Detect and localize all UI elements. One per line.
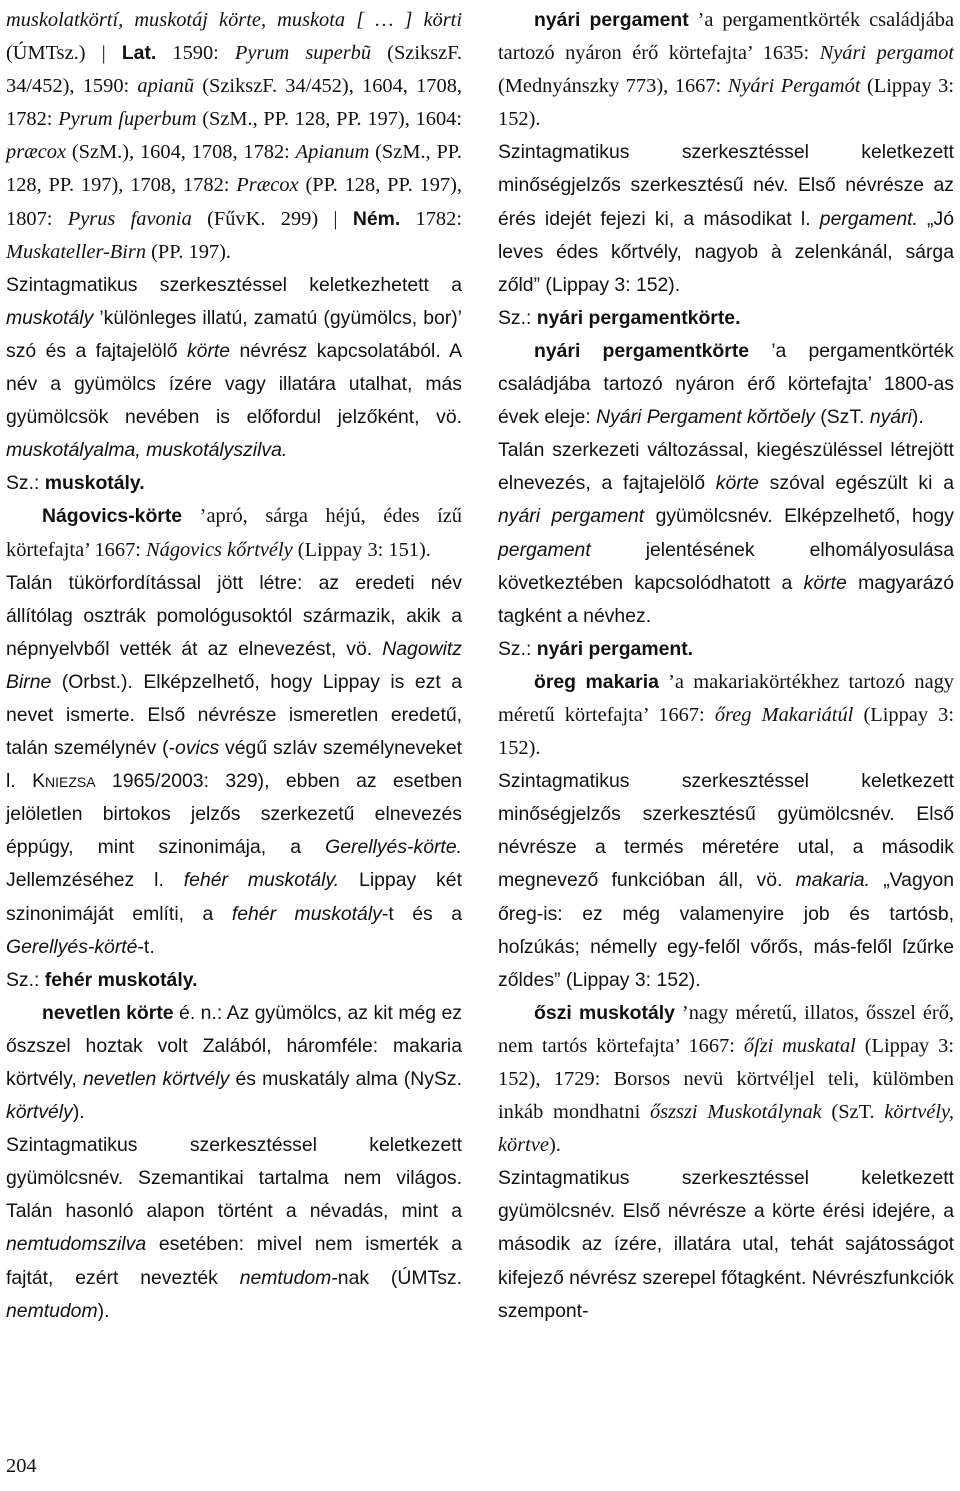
synonym-line: Sz.: fehér muskotály. [6,968,198,991]
explanation-paragraph: Szintagmatikus szerkesztéssel keletkezett minőségjelzős szerkesztésű gyümölcsnév. Első névrésze a termés méretére utal, a második megnevező funkcióban áll, vö. makaria. „Vagyon őreg-is: ez még valamenyire job és tartósb, hoſzúkás; némelly egy-felől vőrős, más-felől ſzűrke zőldes” (Lippay 3: 152). [498,770,954,991]
synonym-line: Sz.: nyári pergament. [498,637,694,660]
page-number: 204 [6,1455,37,1477]
explanation-paragraph: Szintagmatikus szerkesztéssel keletkezett gyümölcsnév. Szemantikai tartalma nem világos. Talán hasonló alapon történt a névadás, mint a nemtudomszilva esetében: mivel nem ismerték a fajtát, ezért nevezték nemtudom-nak (ÚMTsz. nemtudom). [6,1134,462,1322]
entry-oreg-makaria: öreg makaria ’a makariakörtékhez tartozó nagy méretű körtefajta’ 1667: őreg Makariátúl (Lippay 3: 152). [498,670,955,760]
explanation-paragraph: Szintagmatikus szerkesztéssel keletkezett gyümölcsnév. Első névrésze a körte érési idejére, a második az ízére, illatára utal, tehát sajátosságot kifejező névrész szerepel főtagként. Névrészfunkciók szempont- [498,1167,954,1322]
explanation-paragraph: Talán tükörfordítással jött létre: az eredeti név állítólag osztrák pomológusoktól származik, akik a népnyelvből vették át az elnevezést, vö. Nagowitz Birne (Orbst.). Elképzelhető, hogy Lippay is ezt a nevet ismerte. Első névrésze ismeretlen eredetű, talán személynév (-ovics végű szláv személyneveket l. Kniezsa 1965/2003: 329), ebben az esetben jelöletlen birtokos jelzős szerkezetű elnevezés éppúgy, mint szinonimája, a Gerellyés-körte. Jellemzéséhez l. fehér muskotály. Lippay két szinonimáját említi, a fehér muskotály-t és a Gerellyés-körté-t. [6,571,463,958]
explanation-paragraph: Szintagmatikus szerkesztéssel keletkezett minőségjelzős szerkesztésű név. Első névrésze az érés idejét fejezi ki, a másodikat l. pergament. „Jó leves édes kőrtvély, nagyob à zelenkánál, sárga zőld” (Lippay 3: 152). [498,141,954,296]
entry-nevetlen-korte: nevetlen körte é. n.: Az gyümölcs, az kit még ez őszszel hoztak volt Zalából, háromféle: makaria körtvély, nevetlen körtvély és muskatály alma (NySz. körtvély). [6,1001,462,1124]
synonym-line: Sz.: muskotály. [6,472,145,495]
synonym-line: Sz.: nyári pergamentkörte. [498,306,741,329]
headword: nyári pergamentkörte [534,339,750,362]
entry-nagovics-korte: Nágovics-körte ’apró, sárga héjú, édes ízű körtefajta’ 1667: Nágovics kőrtvély (Lippay 3: 151). [6,505,462,561]
explanation-paragraph: Talán szerkezeti változással, kiegészüléssel létrejött elnevezés, a fajtajelölő körte szóval egészült ki a nyári pergament gyümölcsnév. Elképzelhető, hogy pergament jelentésének elhomályosulása következtében kapcsolódhatott a körte magyarázó tagként a névhez. [498,439,955,627]
headword: nyári pergament [534,9,689,31]
entry-nyari-pergament: nyári pergament ’a pergamentkörték családjába tartozó nyáron érő körtefajta’ 1635: Nyári pergamot (Mednyánszky 773), 1667: Nyári Pergamót (Lippay 3: 152). [498,9,954,131]
right-column [498,4,954,1328]
headword: Nágovics-körte [42,505,183,528]
left-column [6,4,462,1328]
headword: nevetlen körte [42,1001,174,1024]
entry-oszi-muskotaly: őszi muskotály ’nagy méretű, illatos, ősszel érő, nem tartós körtefajta’ 1667: őſzi muskatal (Lippay 3: 152), 1729: Borsos nevü körtvéljel teli, külömben inkáb mondhatni őszszi Muskotálynak (SzT. körtvély, körtve). [498,1001,955,1157]
entry-nyari-pergamentkorte: nyári pergamentkörte ’a pergamentkörték családjába tartozó nyáron érő körtefajta’ 1800-as évek eleje: Nyári Pergament kŏrtŏely (SzT. nyári). [498,339,954,429]
headword: öreg makaria [534,670,659,693]
entry-muskotaly-korte-forms: muskolatkörtí, muskotáj körte, muskota [ … ] körti (ÚMTsz.) | Lat. 1590: Pyrum superbũ (SzikszF. 34/452), 1590: apianũ (SzikszF. 34/452), 1604, 1708, 1782: Pyrum ſuperbum (SzM., PP. 128, PP. 197), 1604: præcox (SzM.), 1604, 1708, 1782: Apianum (SzM., PP. 128, PP. 197), 1708, 1782: Præcox (PP. 128, PP. 197), 1807: Pyrus favonia (FűvK. 299) | Ném. 1782: Muskateller-Birn (PP. 197). [6,9,463,263]
headword: őszi muskotály [534,1001,675,1024]
explanation-paragraph: Szintagmatikus szerkesztéssel keletkezhetett a muskotály ’különleges illatú, zamatú (gyümölcs, bor)’ szó és a fajtajelölő körte névrész kapcsolatából. A név a gyümölcs ízére vagy illatára utalhat, más gyümölcsök nevében is előfordul jelzőként, vö. muskotályalma, muskotályszilva. [6,273,462,462]
